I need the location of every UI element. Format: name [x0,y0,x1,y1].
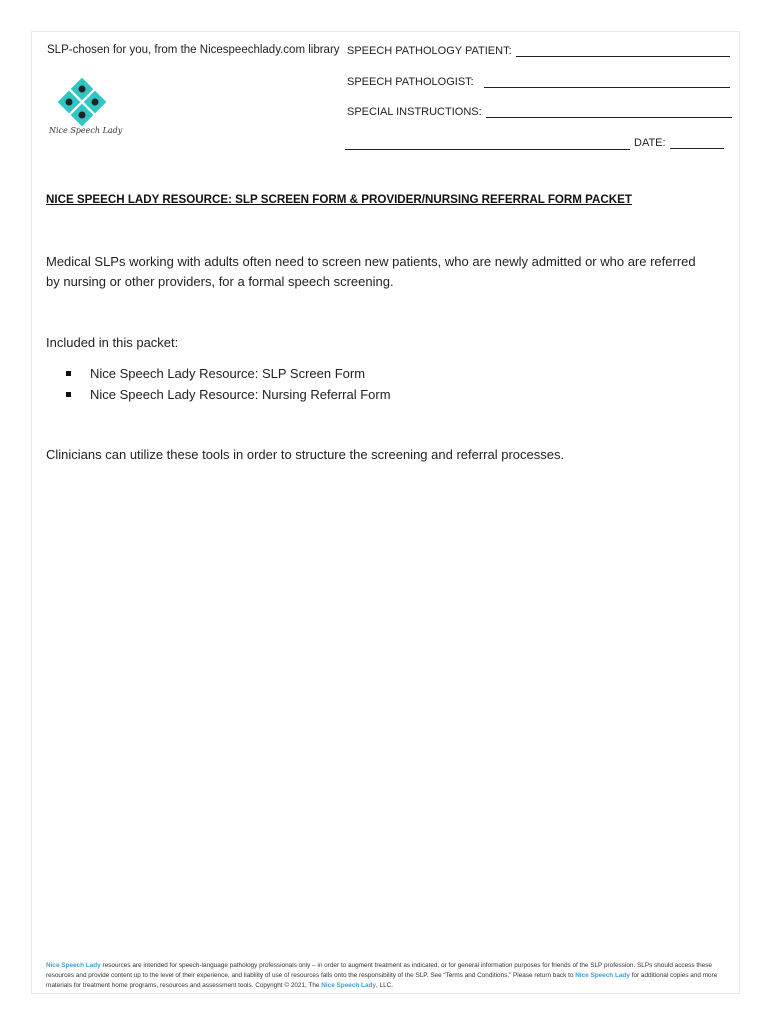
pathologist-field [347,75,730,88]
footer-disclaimer: Nice Speech Lady resources are intended for speech-language pathology professionals only – in order to augment treatment as indicated, or for general information purposes for friends of the SLP profession. SLPs should access these resources and provide content up to the level of their experience, and liability of use of resources falls onto the responsibility of the SLP. See “Terms and Conditions.” Please return back to Nice Speech Lady for additional copies and more materials for treatment home programs, resources and assessment tools. Copyright © 2021, The Nice Speech Lady, LLC. [46,962,718,989]
date-label: DATE: [634,137,666,149]
pathologist-blank[interactable] [484,75,730,88]
pathologist-label: SPEECH PATHOLOGIST: [347,76,474,88]
included-label: Included in this packet: [46,335,179,350]
patient-label: SPEECH PATHOLOGY PATIENT: [347,45,512,57]
instructions-field [347,105,732,118]
included-list [66,363,391,405]
document-page [31,31,740,994]
source-note: SLP-chosen for you, from the Nicespeechlady.com library [47,44,340,56]
closing-paragraph: Clinicians can utilize these tools in order to structure the screening and referral processes. [46,447,565,462]
patient-field [347,44,730,57]
logo-text: Nice Speech Lady [49,126,123,135]
instructions-blank[interactable] [486,105,732,118]
page-title: NICE SPEECH LADY RESOURCE: SLP SCREEN FORM & PROVIDER/NURSING REFERRAL FORM PACKET [46,193,632,206]
date-field [634,136,724,149]
intro-paragraph: Medical SLPs working with adults often need to screen new patients, who are newly admitted or who are referred by nursing or other providers, for a formal speech screening. [46,254,696,289]
list-item: Nice Speech Lady Resource: SLP Screen Form [66,363,391,384]
instructions-label: SPECIAL INSTRUCTIONS: [347,106,482,118]
footer-brand-link-3[interactable]: Nice Speech Lady [321,982,376,989]
patient-blank[interactable] [516,44,730,57]
bullet-icon [66,392,71,397]
footer-brand-link[interactable]: Nice Speech Lady [46,962,101,969]
list-item: Nice Speech Lady Resource: Nursing Referral Form [66,384,391,405]
instructions-blank-line-2[interactable] [345,148,630,150]
bullet-icon [66,371,71,376]
footer-brand-link-2[interactable]: Nice Speech Lady [575,972,630,979]
date-blank[interactable] [670,136,724,149]
